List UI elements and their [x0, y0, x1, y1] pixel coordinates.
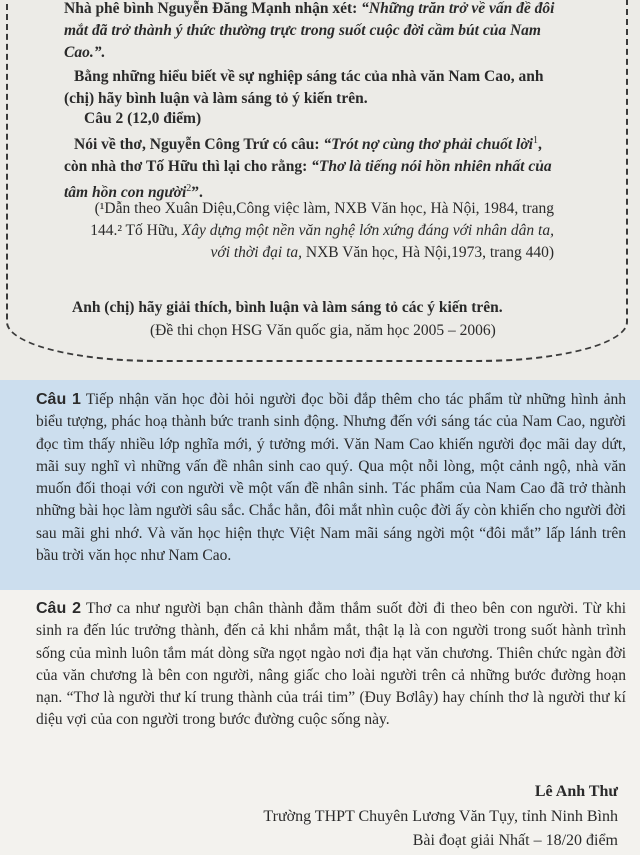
intro-quote: “Những trăn trở về vấn đề đôi mắt đã trở thành ý thức thường trực trong suốt cuộc đời cầm bút của Nam Cao.”.	[64, 0, 555, 61]
source-text: (Đề thi chọn HSG Văn quốc gia, năm học 2005 – 2006)	[150, 322, 496, 339]
footnote-c: NXB Văn học, Hà Nội,1973, trang 440)	[305, 244, 554, 261]
task-1-text: Bằng những hiểu biết về sự nghiệp sáng tác của nhà văn Nam Cao, anh (chị) hãy bình luận và làm sáng tỏ ý kiến trên.	[64, 68, 544, 107]
award-line: Bài đoạt giải Nhất – 18/20 điểm	[412, 832, 618, 849]
q2-quote-1: “Trót nợ cùng thơ phải chuốt lời	[323, 136, 533, 154]
q2-end: ”.	[191, 184, 203, 202]
answer-2-text: Thơ ca như người bạn chân thành đằm thắm suốt đời đi theo bên con người. Từ khi sinh ra đến lúc trưởng thành, đến cả khi nhắm mắt, thật lạ là con người trong suốt hành trình sống của mình luôn tắm mát dòng sữa ngọt ngào nơi địa hạt văn chương. Thiên chức ngàn đời của văn chương là bên con người, nâng giấc cho loài người trên cả những bước đường hoạn nạn. “Thơ là người thư kí trung thành của trái tim” (Đuy Bơlây) hay chính thơ là người thư kí diệu vợi của con người trong bước đường cuộc sống này.	[36, 600, 626, 729]
exam-prompt-section	[0, 0, 640, 380]
school-name: Trường THPT Chuyên Lương Văn Tụy, tỉnh Ninh Bình	[263, 808, 618, 825]
task-1	[64, 66, 564, 110]
q2-prompt	[64, 130, 564, 204]
answer-2	[36, 598, 626, 732]
exam-source	[150, 320, 640, 342]
answer-1	[36, 389, 626, 567]
exam-intro	[64, 0, 564, 64]
q2-heading	[84, 108, 584, 130]
q2-intro: Nói về thơ, Nguyễn Công Trứ có câu:	[74, 136, 320, 154]
q2-heading-text: Câu 2 (12,0 điểm)	[84, 110, 202, 127]
answer-1-text: Tiếp nhận văn học đòi hỏi người đọc bồi đắp thêm cho tác phẩm từ những hình ảnh biểu tượng, phác hoạ thành bức tranh sinh động. Nhưng đến với sáng tác của Nam Cao, người đọc tìm thấy nhiều lớp nghĩa mới, ý tưởng mới. Văn Nam Cao khiến người đọc mãi day dứt, mãi suy nghĩ vì những vấn đề nhân sinh cao quý. Qua một nỗi lòng, một cảnh ngộ, nhà văn muốn đối thoại với con người về một vấn đề nhân sinh. Tác phẩm của Nam Cao đã trở thành những bài học làm người sâu sắc. Chắc hẳn, đôi mắt nhìn cuộc đời ấy còn khiến cho người đời sau mãi ghi nhớ. Và văn học hiện thực Việt Nam mãi sáng ngời một “đôi mắt” lấp lánh trên bầu trời văn học như Nam Cao.	[36, 391, 626, 565]
footnote-a: (¹Dẫn theo Xuân Diệu,Công việc làm, NXB Văn học, Hà Nội, 1984, trang 144.² Tố Hữu,	[90, 200, 554, 239]
footnote-b: Xây dựng một nền văn nghệ lớn xứng đáng với nhân dân ta, với thời đại ta,	[181, 222, 554, 261]
task-2-text: Anh (chị) hãy giải thích, bình luận và làm sáng tỏ các ý kiến trên.	[72, 299, 503, 316]
q2-mid: , còn nhà thơ Tố Hữu thì lại cho rằng:	[64, 136, 542, 176]
author-name: Lê Anh Thư	[534, 783, 618, 800]
answer-2-section	[0, 590, 640, 855]
footnote-mark-2: 2	[186, 183, 192, 195]
answer-2-label: Câu 2	[36, 600, 81, 617]
footnote	[84, 198, 554, 264]
task-2	[72, 297, 572, 319]
answer-1-section	[0, 380, 640, 590]
intro-text: Nhà phê bình Nguyễn Đăng Mạnh nhận xét:	[64, 0, 358, 17]
answer-1-label: Câu 1	[36, 391, 81, 408]
q2-quote-2: “Thơ là tiếng nói hồn nhiên nhất của tâm hồn con người	[64, 158, 552, 202]
footnote-mark-1: 1	[532, 135, 538, 146]
